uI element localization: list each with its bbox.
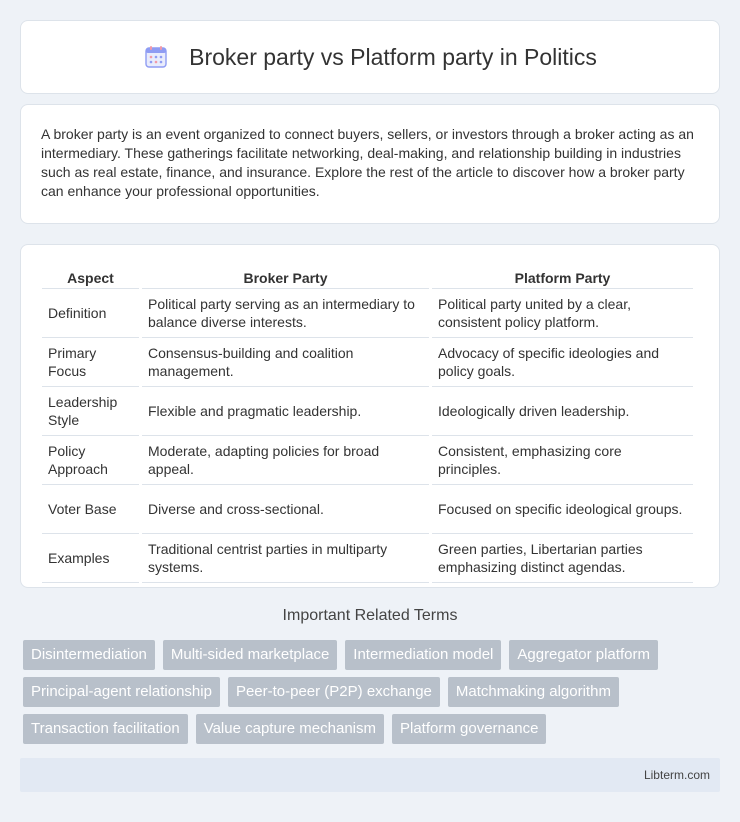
comparison-table [39, 265, 696, 583]
related-term-tag[interactable]: Transaction facilitation [23, 714, 188, 744]
cell-platform: Advocacy of specific ideologies and policy goals. [432, 338, 693, 387]
cell-platform: Ideologically driven leadership. [432, 387, 693, 436]
footer-brand-link[interactable]: Libterm.com [643, 768, 710, 782]
related-term-tag[interactable]: Intermediation model [345, 640, 501, 670]
header-card [20, 20, 720, 94]
cell-aspect: Leadership Style [42, 387, 139, 436]
column-header-aspect: Aspect [42, 265, 139, 289]
cell-broker: Political party serving as an intermediary to balance diverse interests. [142, 289, 429, 338]
cell-broker: Flexible and pragmatic leadership. [142, 387, 429, 436]
cell-broker: Diverse and cross-sectional. [142, 485, 429, 534]
related-term-tag[interactable]: Peer-to-peer (P2P) exchange [228, 677, 440, 707]
table-header-row [42, 265, 693, 289]
table-row [42, 436, 693, 485]
intro-text: A broker party is an event organized to connect buyers, sellers, or investors through a broker acting as an intermediary. These gatherings facilitate networking, deal-making, and relationship building in industries such as real estate, finance, and insurance. Explore the rest of the article to discover how a broker party can enhance your professional opportunities. [41, 126, 694, 199]
related-term-tag[interactable]: Matchmaking algorithm [448, 677, 619, 707]
related-term-tag[interactable]: Multi-sided marketplace [163, 640, 337, 670]
comparison-card [20, 244, 720, 588]
tag-row [20, 640, 720, 670]
related-term-tag[interactable]: Value capture mechanism [196, 714, 384, 744]
cell-aspect: Policy Approach [42, 436, 139, 485]
cell-aspect: Voter Base [42, 485, 139, 534]
cell-aspect: Examples [42, 534, 139, 583]
cell-broker: Moderate, adapting policies for broad appeal. [142, 436, 429, 485]
table-row [42, 289, 693, 338]
cell-broker: Consensus-building and coalition management. [142, 338, 429, 387]
cell-broker: Traditional centrist parties in multiparty systems. [142, 534, 429, 583]
related-terms-tags [20, 640, 720, 751]
table-row [42, 485, 693, 534]
intro-card [20, 104, 720, 224]
cell-platform: Political party united by a clear, consistent policy platform. [432, 289, 693, 338]
related-term-tag[interactable]: Platform governance [392, 714, 546, 744]
cell-platform: Focused on specific ideological groups. [432, 485, 693, 534]
cell-platform: Consistent, emphasizing core principles. [432, 436, 693, 485]
cell-platform: Green parties, Libertarian parties emphasizing distinct agendas. [432, 534, 693, 583]
table-row [42, 387, 693, 436]
column-header-platform: Platform Party [432, 265, 693, 289]
cell-aspect: Definition [42, 289, 139, 338]
tag-row [20, 714, 720, 744]
column-header-broker: Broker Party [142, 265, 429, 289]
related-term-tag[interactable]: Disintermediation [23, 640, 155, 670]
related-terms-title: Important Related Terms [282, 607, 458, 624]
tag-row [20, 677, 720, 707]
footer [20, 758, 720, 792]
cell-aspect: Primary Focus [42, 338, 139, 387]
calendar-icon [143, 44, 169, 70]
table-row [42, 338, 693, 387]
table-row [42, 534, 693, 583]
related-term-tag[interactable]: Aggregator platform [509, 640, 658, 670]
page-title: Broker party vs Platform party in Politics [189, 43, 597, 70]
related-term-tag[interactable]: Principal-agent relationship [23, 677, 220, 707]
